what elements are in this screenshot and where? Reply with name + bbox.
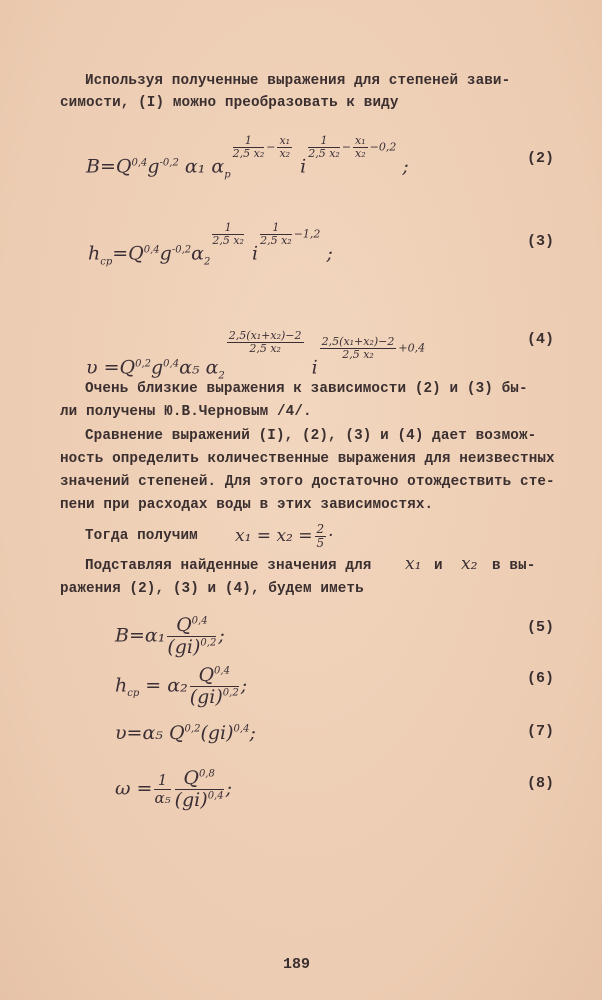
eq-part: 2,5 x₂ [249,342,281,356]
eq-part: x₁ = x₂ = [235,526,313,547]
eq-part: 1 [212,222,244,235]
text-line: ность определить количественные выражения для неизвестных [60,451,555,467]
text-line: симости, (I) можно преобразовать к виду [60,95,399,111]
eq-part: (gi) [200,722,234,744]
eq-part: B=Q [86,155,132,178]
eq-part: α₅ [154,788,171,807]
eq-part: x₂ [279,147,291,161]
eq-part: 1 [154,772,170,790]
text-line: Подставляя найденные значения для [85,558,372,574]
eq-part: x₁ [355,134,366,147]
eq-part: −0,2 [369,140,397,154]
eq-part: 0,4 [207,790,224,802]
eq-part: -0,2 [171,244,192,256]
page-number: 189 [283,956,311,973]
eq-part: 2,5 x₂ [342,348,374,362]
eq-part: 1 [308,135,340,148]
text-line: значений степеней. Для этого достаточно отождествить сте- [60,474,555,490]
eq-part: g [159,242,172,265]
text-line: ражения (2), (3) и (4), будем иметь [60,581,364,597]
equation-2 [86,135,409,180]
equation-number: (8) [527,775,555,792]
eq-part: 5 [316,536,325,551]
equation-3 [88,222,333,267]
eq-part: (gi) [189,685,223,708]
eq-part: υ=α₅ Q [115,722,185,744]
equation-number: (4) [527,331,555,348]
eq-part: · [328,526,334,547]
eq-part: 0,4 [131,157,148,169]
eq-part: 2,5(x₁+x₂)−2 [228,329,302,342]
eq-part: 0,4 [233,723,250,735]
eq-part: i [311,356,318,379]
eq-part: B=α₁ [115,624,166,647]
eq-part: 2,5 x₂ [232,147,265,161]
eq-part: 2 [203,256,211,268]
eq-part: Q [176,614,192,636]
eq-part: α₁ α [184,155,225,178]
eq-part: = α₂ [139,674,188,697]
eq-part: − [266,140,276,154]
eq-part: 0,8 [198,768,215,780]
eq-part: +0,4 [398,341,426,355]
eq-part: =Q [112,242,144,265]
text-line: пени при расходах воды в этих зависимостях. [60,497,434,513]
math-x1: x₁ [405,554,422,574]
eq-part: 0,2 [184,723,201,735]
eq-part: g [151,356,164,379]
eq-part: ; [218,624,225,647]
eq-part: h [88,242,101,265]
eq-part: Q [183,767,199,789]
equation-number: (5) [527,619,555,636]
eq-part: 0,4 [143,244,160,256]
eq-part: x₂ [355,147,366,161]
eq-part: 0,2 [200,637,217,649]
equation-7 [115,724,256,743]
eq-part: (gi) [167,635,201,658]
equation-4 [86,330,425,381]
math-x2: x₂ [461,554,478,574]
eq-part: 1 [233,135,265,148]
text-line: Сравнение выражений (I), (2), (3) и (4) дает возмож- [85,428,537,444]
eq-part: 1 [260,222,292,235]
eq-part: (gi) [174,788,208,811]
eq-part: ; [225,777,232,800]
eq-part: cp [100,256,113,268]
equation-number: (2) [527,150,555,167]
eq-part: 2,5(x₁+x₂)−2 [321,335,395,348]
eq-part: 2,5 x₂ [260,234,292,248]
eq-part: x₁ [279,134,291,147]
eq-part: 0,4 [214,665,230,677]
equation-number: (3) [527,233,555,250]
eq-part: ; [326,242,333,265]
eq-part: 0,4 [191,615,208,627]
eq-part: i [300,155,307,178]
eq-part: 2 [218,370,225,382]
eq-part: 2 [316,522,325,536]
equation-number: (7) [527,723,555,740]
eq-part: g [147,155,160,178]
equation-6 [115,665,247,708]
equation-8 [115,768,232,811]
text-line: ли получены Ю.В.Черновым /4/. [60,404,312,420]
text-line: Тогда получим [85,528,198,544]
eq-part: ; [402,155,409,178]
eq-part: υ =Q [86,356,136,379]
eq-part: α₅ α [179,356,219,379]
eq-part: h [115,674,128,697]
eq-part: cp [127,688,140,700]
eq-part: −1,2 [293,227,321,241]
eq-part: − [341,140,352,154]
text-line: в вы- [492,558,536,574]
text-line: и [434,558,443,574]
equation-number: (6) [527,670,555,687]
eq-part: ; [249,722,256,744]
eq-part: 0,2 [135,358,151,370]
eq-part: Q [198,664,215,686]
eq-part: ω = [115,777,153,800]
eq-part: α [191,242,204,265]
equation-5 [115,615,225,658]
text-line: Используя полученные выражения для степеней зави- [85,73,511,89]
eq-part: i [252,242,259,265]
eq-part: 2,5 x₂ [308,147,340,161]
eq-part: ; [240,674,248,697]
equation-x [235,523,334,550]
eq-part: p [224,169,231,181]
eq-part: 0,2 [222,687,239,699]
text-line: Очень близкие выражения к зависимости (2) и (3) бы- [85,381,528,397]
eq-part: 2,5 x₂ [212,234,244,248]
eq-part: 0,4 [163,358,180,370]
eq-part: -0,2 [159,157,179,169]
